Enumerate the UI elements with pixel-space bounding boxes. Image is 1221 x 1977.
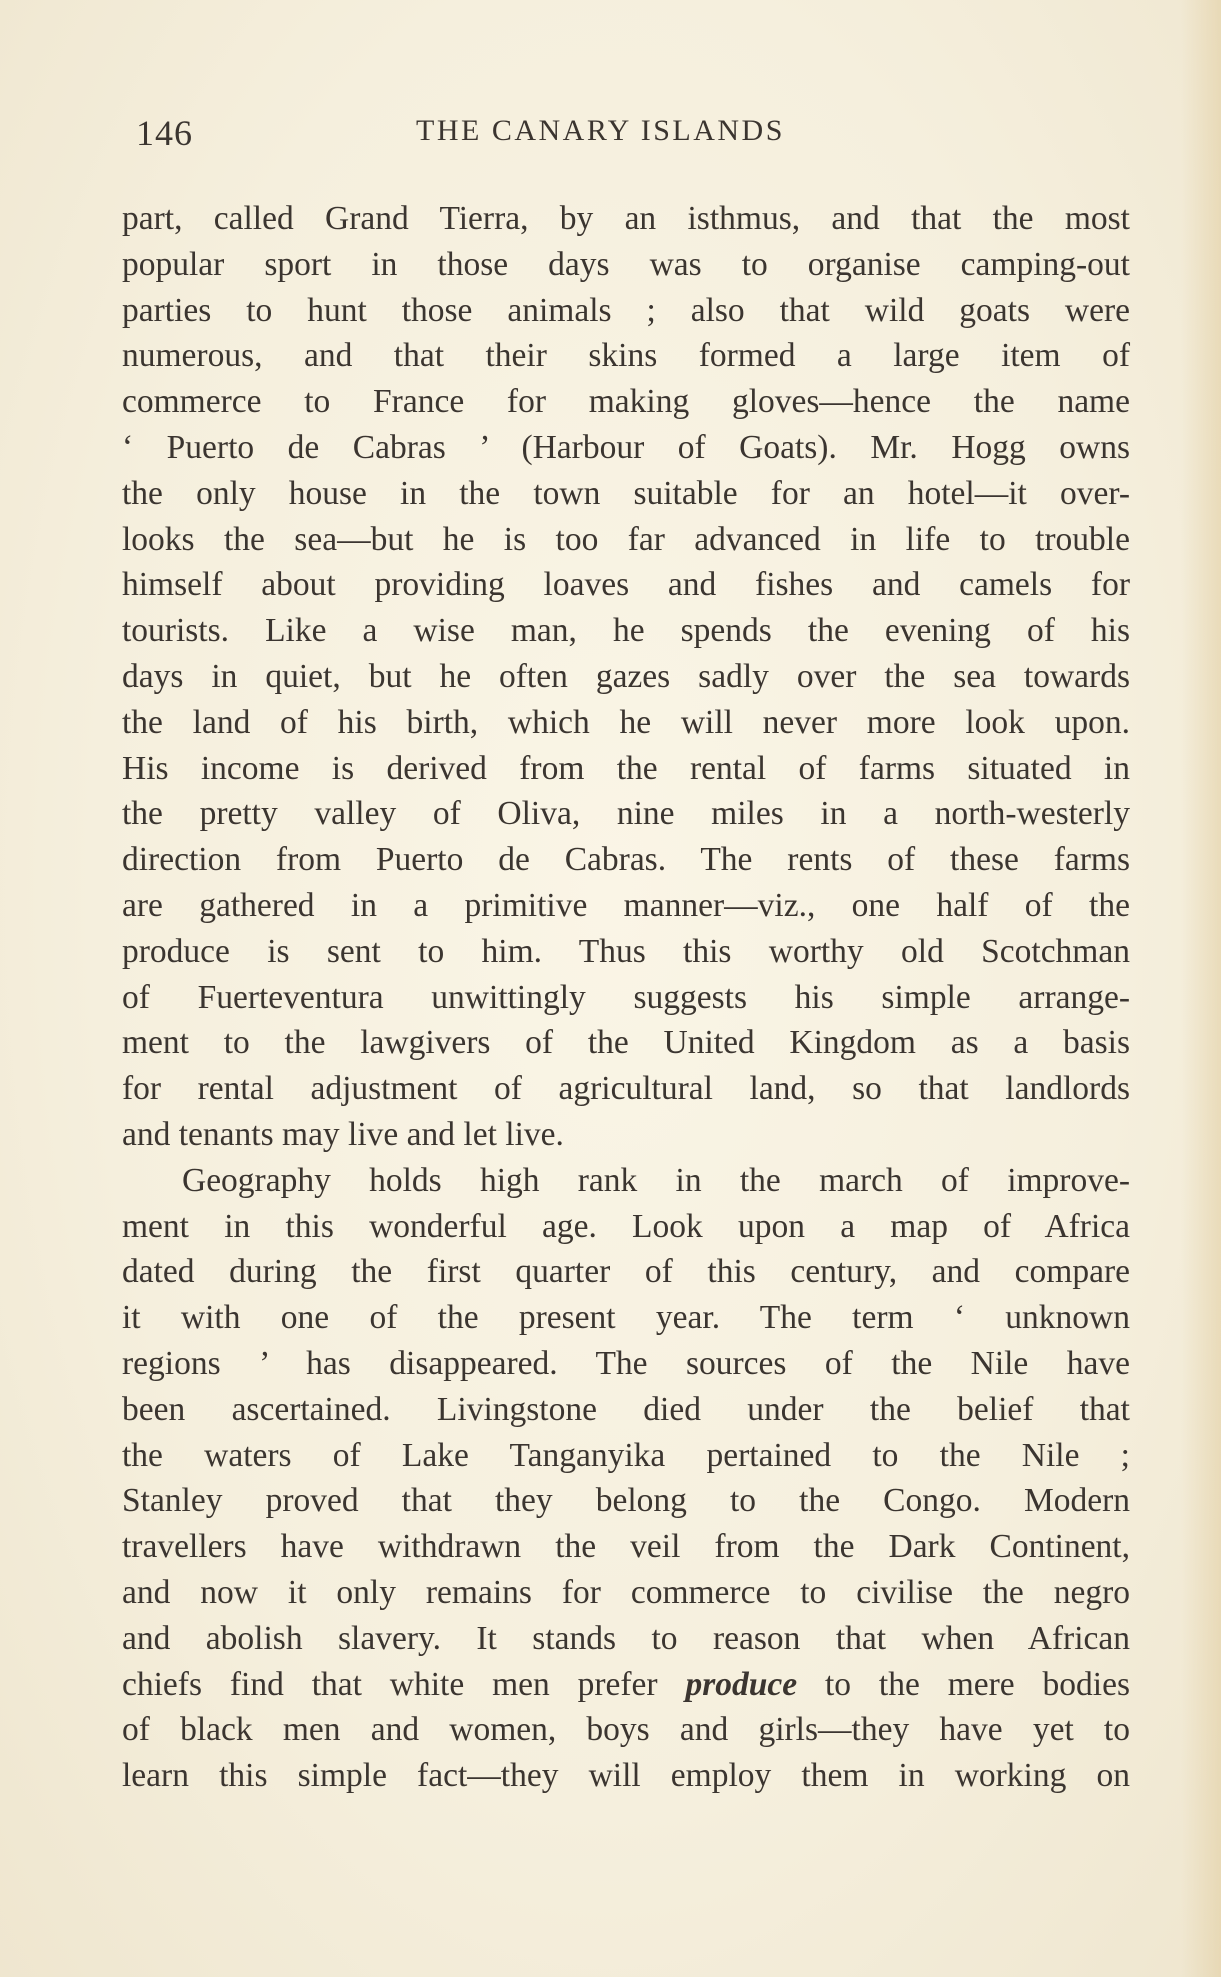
text-line: numerous, and that their skins formed a large item of (122, 337, 1130, 375)
text-line: learn this simple fact—they will employ them in working on (122, 1757, 1130, 1795)
text-line-paragraph-end: and tenants may live and let live. (122, 1115, 564, 1153)
text-line: Stanley proved that they belong to the Congo. Modern (122, 1482, 1130, 1520)
text-line: are gathered in a primitive manner—viz., one half of the (122, 886, 1130, 924)
text-line: popular sport in those days was to organise camping-out (122, 245, 1130, 283)
page-edge-shading (1181, 0, 1221, 1977)
body-text (122, 196, 1130, 1799)
running-title: THE CANARY ISLANDS (416, 114, 785, 147)
text-line: direction from Puerto de Cabras. The rents of these farms (122, 841, 1130, 879)
text-line: regions ’ has disappeared. The sources of the Nile have (122, 1344, 1130, 1382)
text-line: of black men and women, boys and girls—they have yet to (122, 1711, 1130, 1749)
text-line: commerce to France for making gloves—hence the name (122, 383, 1130, 421)
text-line: tourists. Like a wise man, he spends the evening of his (122, 612, 1130, 650)
text-line: ‘ Puerto de Cabras ’ (Harbour of Goats). Mr. Hogg owns (122, 428, 1130, 466)
text-line: His income is derived from the rental of farms situated in (122, 749, 1130, 787)
text-line: dated during the first quarter of this century, and compare (122, 1253, 1130, 1291)
text-line: looks the sea—but he is too far advanced in life to trouble (122, 520, 1130, 558)
text-line: himself about providing loaves and fishes and camels for (122, 566, 1130, 604)
text-line: the waters of Lake Tanganyika pertained to the Nile ; (122, 1436, 1130, 1474)
text-line: ment in this wonderful age. Look upon a map of Africa (122, 1207, 1130, 1245)
text-line: it with one of the present year. The term ‘ unknown (122, 1299, 1130, 1337)
text-line: travellers have withdrawn the veil from the Dark Continent, (122, 1528, 1130, 1566)
text-line: parties to hunt those animals ; also that wild goats were (122, 291, 1130, 329)
text-line: the only house in the town suitable for an hotel—it over- (122, 474, 1130, 512)
text-line: and now it only remains for commerce to civilise the negro (122, 1573, 1130, 1611)
text-line: and abolish slavery. It stands to reason that when African (122, 1619, 1130, 1657)
text-line-paragraph-start: Geography holds high rank in the march of improve- (182, 1161, 1130, 1199)
line-segment: to the mere bodies (797, 1665, 1130, 1703)
line-segment: chiefs find that white men prefer (122, 1665, 686, 1703)
text-line: days in quiet, but he often gazes sadly over the sea towards (122, 657, 1130, 695)
text-line: ment to the lawgivers of the United Kingdom as a basis (122, 1024, 1130, 1062)
text-line: produce is sent to him. Thus this worthy old Scotchman (122, 932, 1130, 970)
page-number: 146 (136, 113, 193, 153)
text-line: the pretty valley of Oliva, nine miles in a north-westerly (122, 795, 1130, 833)
text-line: been ascertained. Livingstone died under the belief that (122, 1390, 1130, 1428)
page-header (136, 112, 1128, 162)
text-line: the land of his birth, which he will never more look upon. (122, 703, 1130, 741)
emphasized-word: produce (685, 1665, 798, 1703)
text-line: part, called Grand Tierra, by an isthmus, and that the most (122, 200, 1130, 237)
text-line-with-emphasis (122, 1662, 1130, 1708)
text-line: of Fuerteventura unwittingly suggests his simple arrange- (122, 978, 1130, 1016)
text-line: for rental adjustment of agricultural land, so that landlords (122, 1070, 1130, 1108)
